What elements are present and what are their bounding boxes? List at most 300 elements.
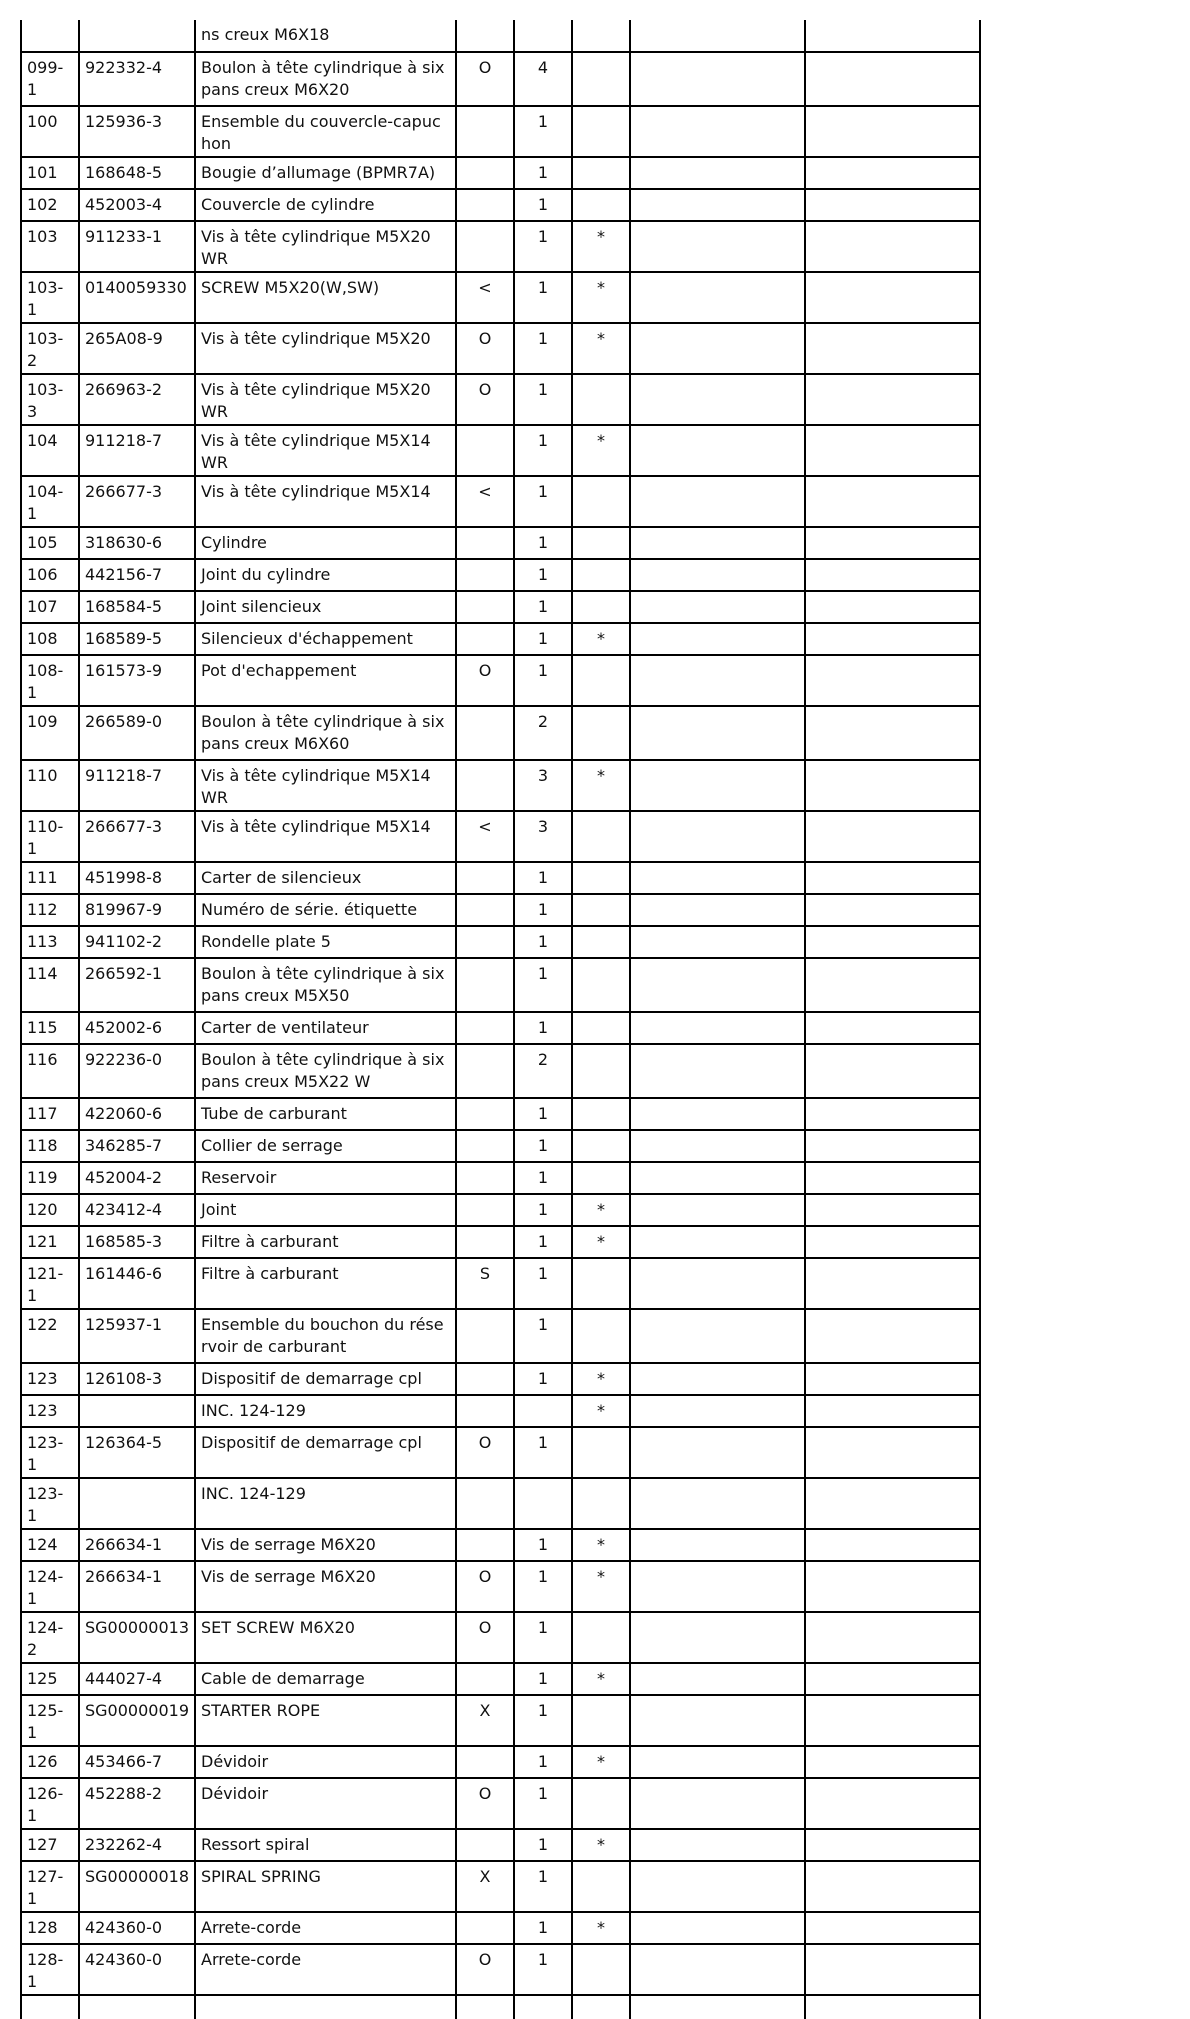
item-number-cell [21,1995,79,2019]
note-cell [630,1395,805,1427]
description-cell: Bougie d’allumage (BPMR7A) [195,157,456,189]
item-number-cell: 109 [21,706,79,760]
note-cell [805,1194,980,1226]
part-number-cell: 232262-4 [79,1829,195,1861]
quantity-cell [514,1995,572,2019]
part-number-cell: 941102-2 [79,926,195,958]
symbol-cell: O [456,1778,514,1829]
note-cell [805,106,980,157]
description-cell [195,1995,456,2019]
item-number-cell: 124-1 [21,1561,79,1612]
symbol-cell [456,706,514,760]
description-cell: SET SCREW M6X20 [195,1612,456,1663]
mark-cell: * [572,1529,630,1561]
quantity-cell: 1 [514,374,572,425]
table-row [21,1012,980,1044]
mark-cell [572,527,630,559]
symbol-cell: O [456,52,514,106]
symbol-cell [456,591,514,623]
part-number-cell: 442156-7 [79,559,195,591]
part-number-cell: 452288-2 [79,1778,195,1829]
parts-table [20,20,981,2019]
symbol-cell: O [456,655,514,706]
note-cell [805,559,980,591]
mark-cell: * [572,1829,630,1861]
description-cell: STARTER ROPE [195,1695,456,1746]
item-number-cell [21,20,79,52]
mark-cell [572,1427,630,1478]
note-cell [630,1529,805,1561]
description-cell: Boulon à tête cylindrique à six pans creux M6X60 [195,706,456,760]
part-number-cell: 451998-8 [79,862,195,894]
symbol-cell: O [456,323,514,374]
description-cell: Filtre à carburant [195,1258,456,1309]
table-row [21,1912,980,1944]
mark-cell [572,1861,630,1912]
quantity-cell: 1 [514,623,572,655]
note-cell [630,1663,805,1695]
quantity-cell: 1 [514,1098,572,1130]
note-cell [630,1427,805,1478]
note-cell [630,591,805,623]
item-number-cell: 115 [21,1012,79,1044]
description-cell: Vis à tête cylindrique M5X14 WR [195,425,456,476]
note-cell [805,1612,980,1663]
item-number-cell: 100 [21,106,79,157]
part-number-cell: 911218-7 [79,425,195,476]
item-number-cell: 113 [21,926,79,958]
part-number-cell: 266963-2 [79,374,195,425]
mark-cell [572,926,630,958]
description-cell: Ensemble du bouchon du réservoir de carburant [195,1309,456,1363]
description-cell: Reservoir [195,1162,456,1194]
note-cell [630,655,805,706]
item-number-cell: 119 [21,1162,79,1194]
quantity-cell: 1 [514,1746,572,1778]
note-cell [630,157,805,189]
table-row [21,958,980,1012]
note-cell [630,1912,805,1944]
symbol-cell [456,527,514,559]
symbol-cell [456,1395,514,1427]
quantity-cell: 1 [514,591,572,623]
item-number-cell: 107 [21,591,79,623]
note-cell [805,272,980,323]
note-cell [805,1944,980,1995]
note-cell [805,1663,980,1695]
part-number-cell: 125937-1 [79,1309,195,1363]
note-cell [805,811,980,862]
item-number-cell: 102 [21,189,79,221]
note-cell [630,862,805,894]
symbol-cell: < [456,476,514,527]
note-cell [805,52,980,106]
symbol-cell: X [456,1861,514,1912]
note-cell [630,476,805,527]
mark-cell: * [572,1395,630,1427]
table-row [21,20,980,52]
part-number-cell: 161573-9 [79,655,195,706]
description-cell: Joint du cylindre [195,559,456,591]
item-number-cell: 125 [21,1663,79,1695]
quantity-cell: 1 [514,1162,572,1194]
note-cell [805,591,980,623]
mark-cell [572,1044,630,1098]
table-row [21,221,980,272]
quantity-cell: 1 [514,1309,572,1363]
symbol-cell [456,894,514,926]
note-cell [805,1427,980,1478]
note-cell [805,862,980,894]
description-cell: Joint silencieux [195,591,456,623]
description-cell: Ressort spiral [195,1829,456,1861]
item-number-cell: 106 [21,559,79,591]
note-cell [630,760,805,811]
table-row [21,527,980,559]
note-cell [630,1995,805,2019]
item-number-cell: 128-1 [21,1944,79,1995]
parts-table-body [21,20,980,2019]
item-number-cell: 103 [21,221,79,272]
note-cell [805,1746,980,1778]
description-cell: Filtre à carburant [195,1226,456,1258]
table-row [21,1363,980,1395]
description-cell: Silencieux d'échappement [195,623,456,655]
note-cell [630,221,805,272]
mark-cell [572,1258,630,1309]
note-cell [805,1829,980,1861]
item-number-cell: 128 [21,1912,79,1944]
quantity-cell: 1 [514,894,572,926]
quantity-cell: 1 [514,527,572,559]
mark-cell [572,1778,630,1829]
item-number-cell: 123 [21,1395,79,1427]
table-row [21,52,980,106]
symbol-cell: O [456,1612,514,1663]
note-cell [630,1012,805,1044]
symbol-cell [456,1044,514,1098]
note-cell [630,623,805,655]
note-cell [805,20,980,52]
note-cell [805,1395,980,1427]
description-cell: Collier de serrage [195,1130,456,1162]
description-cell: Vis à tête cylindrique M5X14 [195,476,456,527]
symbol-cell [456,425,514,476]
part-number-cell: 266677-3 [79,811,195,862]
part-number-cell: 911218-7 [79,760,195,811]
note-cell [630,1130,805,1162]
mark-cell: * [572,272,630,323]
note-cell [805,1478,980,1529]
table-row [21,1130,980,1162]
note-cell [805,527,980,559]
quantity-cell: 1 [514,1258,572,1309]
symbol-cell [456,1478,514,1529]
note-cell [805,655,980,706]
note-cell [805,1162,980,1194]
description-cell: Vis de serrage M6X20 [195,1529,456,1561]
mark-cell: * [572,323,630,374]
note-cell [630,1194,805,1226]
note-cell [805,894,980,926]
table-row [21,425,980,476]
description-cell: Joint [195,1194,456,1226]
quantity-cell: 1 [514,1194,572,1226]
description-cell: Vis à tête cylindrique M5X20 WR [195,221,456,272]
item-number-cell: 112 [21,894,79,926]
description-cell: Rondelle plate 5 [195,926,456,958]
part-number-cell [79,1478,195,1529]
quantity-cell: 1 [514,1663,572,1695]
table-row [21,1663,980,1695]
description-cell: INC. 124-129 [195,1395,456,1427]
symbol-cell: O [456,1944,514,1995]
item-number-cell: 103-3 [21,374,79,425]
note-cell [630,1226,805,1258]
symbol-cell [456,1012,514,1044]
part-number-cell: 265A08-9 [79,323,195,374]
note-cell [805,1912,980,1944]
part-number-cell: 168589-5 [79,623,195,655]
part-number-cell: 423412-4 [79,1194,195,1226]
symbol-cell: S [456,1258,514,1309]
symbol-cell [456,958,514,1012]
symbol-cell [456,221,514,272]
symbol-cell [456,623,514,655]
mark-cell [572,476,630,527]
part-number-cell: 0140059330 [79,272,195,323]
note-cell [630,1044,805,1098]
mark-cell: * [572,1912,630,1944]
note-cell [630,1861,805,1912]
mark-cell [572,1478,630,1529]
table-row [21,1309,980,1363]
description-cell: Boulon à tête cylindrique à six pans creux M5X50 [195,958,456,1012]
item-number-cell: 108 [21,623,79,655]
description-cell: Dispositif de demarrage cpl [195,1363,456,1395]
note-cell [805,323,980,374]
table-row [21,1746,980,1778]
symbol-cell [456,926,514,958]
item-number-cell: 103-1 [21,272,79,323]
part-number-cell: 422060-6 [79,1098,195,1130]
mark-cell [572,1612,630,1663]
quantity-cell: 2 [514,1044,572,1098]
item-number-cell: 124 [21,1529,79,1561]
part-number-cell [79,20,195,52]
symbol-cell: O [456,374,514,425]
item-number-cell: 121 [21,1226,79,1258]
table-row [21,655,980,706]
note-cell [630,811,805,862]
mark-cell [572,1309,630,1363]
note-cell [630,189,805,221]
table-row [21,1162,980,1194]
description-cell: SPIRAL SPRING [195,1861,456,1912]
item-number-cell: 126-1 [21,1778,79,1829]
symbol-cell: < [456,811,514,862]
note-cell [805,1529,980,1561]
note-cell [630,1561,805,1612]
part-number-cell [79,1995,195,2019]
part-number-cell: 126364-5 [79,1427,195,1478]
note-cell [630,52,805,106]
quantity-cell: 1 [514,862,572,894]
part-number-cell: 452003-4 [79,189,195,221]
quantity-cell: 1 [514,1829,572,1861]
part-number-cell: 318630-6 [79,527,195,559]
note-cell [805,1561,980,1612]
note-cell [630,106,805,157]
part-number-cell: 168648-5 [79,157,195,189]
note-cell [630,894,805,926]
symbol-cell [456,157,514,189]
part-number-cell: 452002-6 [79,1012,195,1044]
item-number-cell: 105 [21,527,79,559]
note-cell [805,926,980,958]
note-cell [630,1309,805,1363]
description-cell: SCREW M5X20(W,SW) [195,272,456,323]
mark-cell: * [572,1663,630,1695]
part-number-cell: 424360-0 [79,1944,195,1995]
part-number-cell: 266592-1 [79,958,195,1012]
quantity-cell: 1 [514,926,572,958]
symbol-cell: < [456,272,514,323]
table-row [21,1529,980,1561]
description-cell: Arrete-corde [195,1912,456,1944]
item-number-cell: 103-2 [21,323,79,374]
symbol-cell [456,1098,514,1130]
note-cell [805,1995,980,2019]
item-number-cell: 127 [21,1829,79,1861]
part-number-cell: 922236-0 [79,1044,195,1098]
quantity-cell: 1 [514,1012,572,1044]
note-cell [805,760,980,811]
description-cell: Dévidoir [195,1746,456,1778]
description-cell: Carter de ventilateur [195,1012,456,1044]
item-number-cell: 108-1 [21,655,79,706]
table-row [21,1612,980,1663]
mark-cell [572,106,630,157]
table-row [21,272,980,323]
quantity-cell: 1 [514,1861,572,1912]
quantity-cell: 1 [514,425,572,476]
mark-cell [572,1995,630,2019]
mark-cell [572,958,630,1012]
description-cell: Couvercle de cylindre [195,189,456,221]
table-row [21,1695,980,1746]
note-cell [805,1363,980,1395]
quantity-cell: 4 [514,52,572,106]
part-number-cell: 346285-7 [79,1130,195,1162]
note-cell [805,476,980,527]
description-cell: Arrete-corde [195,1944,456,1995]
symbol-cell [456,1995,514,2019]
note-cell [630,527,805,559]
item-number-cell: 123 [21,1363,79,1395]
note-cell [805,1778,980,1829]
item-number-cell: 116 [21,1044,79,1098]
note-cell [805,374,980,425]
mark-cell [572,1130,630,1162]
note-cell [630,1944,805,1995]
symbol-cell: O [456,1427,514,1478]
part-number-cell: 266634-1 [79,1529,195,1561]
note-cell [630,374,805,425]
item-number-cell: 123-1 [21,1427,79,1478]
table-row [21,1226,980,1258]
description-cell: Carter de silencieux [195,862,456,894]
symbol-cell [456,1226,514,1258]
table-row [21,1258,980,1309]
table-row [21,623,980,655]
part-number-cell: 168584-5 [79,591,195,623]
mark-cell: * [572,1363,630,1395]
note-cell [805,1861,980,1912]
note-cell [805,1098,980,1130]
table-row [21,1478,980,1529]
note-cell [805,1012,980,1044]
item-number-cell: 118 [21,1130,79,1162]
quantity-cell: 1 [514,1695,572,1746]
table-row [21,1194,980,1226]
quantity-cell: 1 [514,1130,572,1162]
table-row [21,760,980,811]
table-row [21,926,980,958]
description-cell: Dévidoir [195,1778,456,1829]
table-row [21,157,980,189]
table-row [21,862,980,894]
table-row [21,1995,980,2019]
table-row [21,1778,980,1829]
part-number-cell: 266677-3 [79,476,195,527]
quantity-cell [514,1395,572,1427]
quantity-cell: 1 [514,1912,572,1944]
part-number-cell: 444027-4 [79,1663,195,1695]
description-cell: Cylindre [195,527,456,559]
note-cell [630,1778,805,1829]
symbol-cell [456,1363,514,1395]
quantity-cell: 1 [514,189,572,221]
note-cell [630,559,805,591]
symbol-cell [456,1529,514,1561]
table-row [21,476,980,527]
mark-cell [572,1012,630,1044]
item-number-cell: 124-2 [21,1612,79,1663]
quantity-cell: 1 [514,1778,572,1829]
note-cell [805,623,980,655]
note-cell [630,1478,805,1529]
note-cell [805,1258,980,1309]
item-number-cell: 122 [21,1309,79,1363]
mark-cell [572,655,630,706]
quantity-cell: 1 [514,655,572,706]
item-number-cell: 123-1 [21,1478,79,1529]
description-cell: INC. 124-129 [195,1478,456,1529]
item-number-cell: 110-1 [21,811,79,862]
mark-cell: * [572,623,630,655]
symbol-cell: O [456,1561,514,1612]
note-cell [630,1746,805,1778]
note-cell [805,189,980,221]
symbol-cell [456,862,514,894]
parts-list-page [20,20,981,2019]
part-number-cell: 424360-0 [79,1912,195,1944]
quantity-cell: 1 [514,157,572,189]
item-number-cell: 104 [21,425,79,476]
mark-cell [572,591,630,623]
symbol-cell [456,20,514,52]
